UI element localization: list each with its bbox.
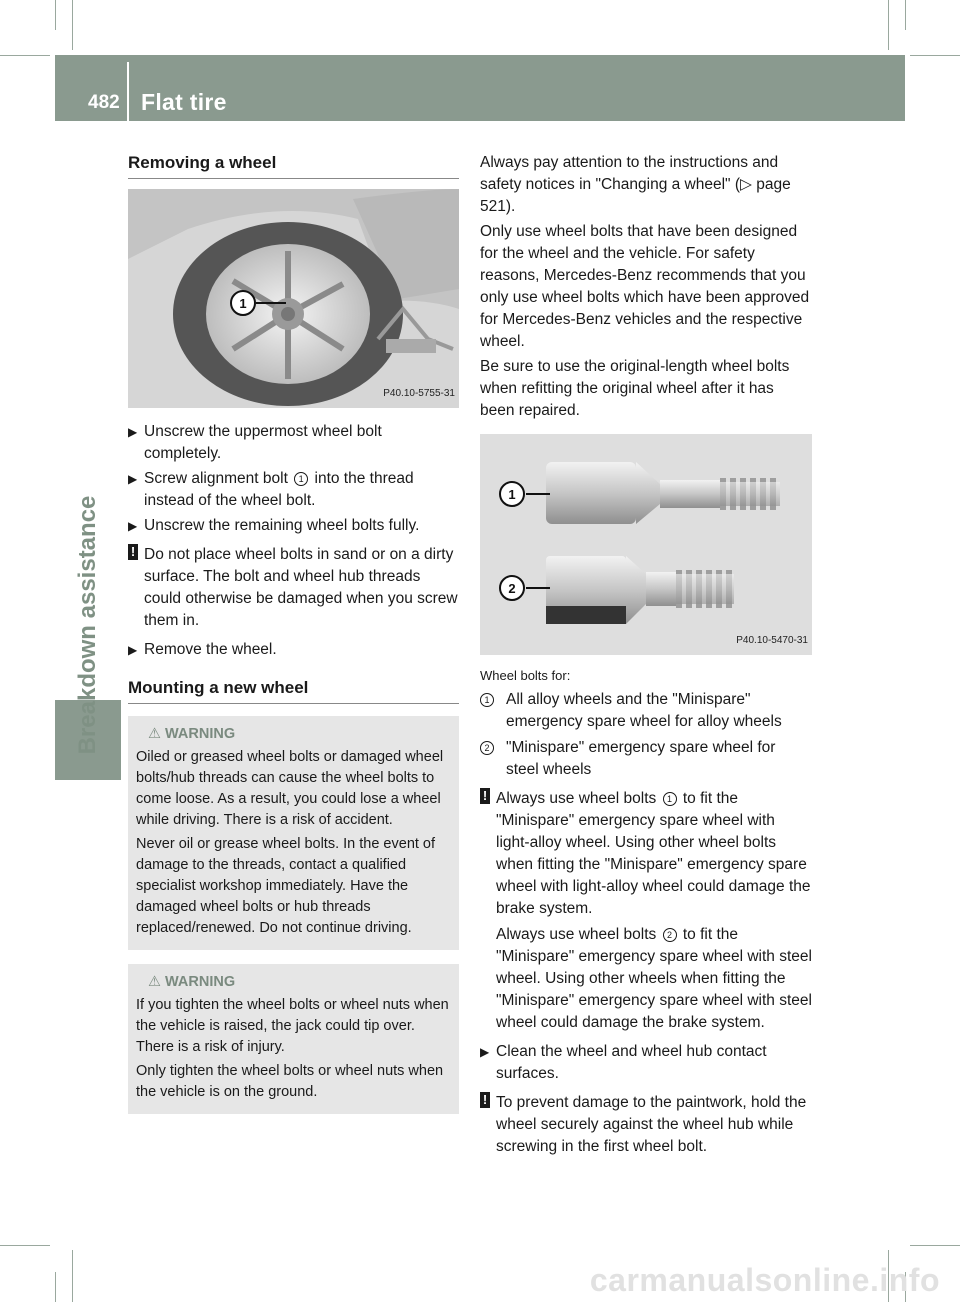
right-column xyxy=(480,152,812,1165)
step-arrow-icon: ▶ xyxy=(128,643,138,657)
crop-mark xyxy=(888,0,889,50)
page-ref-arrow-icon: ▷ xyxy=(740,176,757,193)
note-paintwork xyxy=(480,1092,812,1158)
exclamation-icon: ! xyxy=(480,1092,490,1108)
step-text-b: into the thread instead of the wheel bolt. xyxy=(144,470,414,509)
step-arrow-icon: ▶ xyxy=(128,425,138,439)
note-text-a: Always use wheel bolts xyxy=(496,790,657,807)
step-text: Clean the wheel and wheel hub contact surfaces. xyxy=(496,1043,767,1082)
step-unscrew-remaining xyxy=(128,515,459,537)
paragraph-text: ). xyxy=(505,198,516,215)
legend-text: "Minispare" emergency spare wheel for steel wheels xyxy=(506,739,776,778)
step-remove-wheel xyxy=(128,639,459,661)
step-text: Remove the wheel. xyxy=(144,641,277,658)
figure2-code: P40.10-5470-31 xyxy=(736,635,808,646)
crop-mark xyxy=(910,55,960,56)
removing-wheel-heading: Removing a wheel xyxy=(128,152,459,179)
bolts-illustration xyxy=(480,434,812,655)
warning-text: Never oil or grease wheel bolts. In the event of damage to the threads, contact a qualified specialist workshop immediately. Have the damaged wheel bolts or hub threads replaced/renewed. Do not continue driving. xyxy=(136,836,436,936)
note-minispare xyxy=(480,788,812,1034)
crop-mark xyxy=(72,1250,73,1302)
callout-1-icon: 1 xyxy=(480,693,494,707)
callout-1-icon: 1 xyxy=(663,792,677,806)
exclamation-icon: ! xyxy=(480,788,490,804)
exclamation-icon: ! xyxy=(128,544,138,560)
warning-title xyxy=(148,972,451,993)
warning-title xyxy=(148,724,451,745)
step-alignment-bolt xyxy=(128,468,459,512)
note-text-b: to fit the "Minispare" emergency spare wheel with light-alloy wheel. Using other wheel bolts when fitting the "Minispare" emergency spare wheel with light-alloy wheel could damage the brake system. xyxy=(496,790,811,917)
note-sand xyxy=(128,544,459,632)
crop-mark xyxy=(910,1245,960,1246)
figure-caption: Wheel bolts for: xyxy=(480,668,571,683)
wheel-illustration xyxy=(128,189,459,408)
figure2-callout-2: 2 xyxy=(508,581,516,596)
crop-mark xyxy=(55,0,56,30)
figure2-callout-1: 1 xyxy=(508,487,516,502)
header-divider xyxy=(127,62,129,124)
paragraph-instructions xyxy=(480,152,812,218)
step-text: Unscrew the uppermost wheel bolt completely. xyxy=(144,423,382,462)
warning-text: Oiled or greased wheel bolts or damaged wheel bolts/hub threads can cause the wheel bolts to come loose. As a result, you could lose a wheel while driving. There is a risk of accident. xyxy=(136,749,444,828)
page-number: 482 xyxy=(88,92,120,113)
step-arrow-icon: ▶ xyxy=(480,1045,490,1059)
step-arrow-icon: ▶ xyxy=(128,472,138,486)
crop-mark xyxy=(55,1272,56,1302)
paragraph-approved-bolts: Only use wheel bolts that have been designed for the wheel and the vehicle. For safety reasons, Mercedes-Benz recommends that you only use wheel bolts which have been approved for Mercedes-Benz vehicles and the respective wheel. xyxy=(480,223,810,350)
paragraph-original-length: Be sure to use the original-length wheel bolts when refitting the original wheel after it has been repaired. xyxy=(480,358,790,419)
watermark: carmanualsonline.info xyxy=(589,1262,940,1298)
legend-text: All alloy wheels and the "Minispare" emergency spare wheel for alloy wheels xyxy=(506,691,782,730)
warning-box-jack xyxy=(128,964,459,1114)
warning-triangle-icon: ⚠ xyxy=(148,726,161,742)
crop-mark xyxy=(0,55,50,56)
step-clean-hub xyxy=(480,1041,812,1085)
warning-text: If you tighten the wheel bolts or wheel nuts when the vehicle is raised, the jack could tip over. There is a risk of injury. xyxy=(136,997,449,1055)
step-arrow-icon: ▶ xyxy=(128,519,138,533)
left-column xyxy=(128,152,459,1114)
legend-item-2 xyxy=(480,737,812,781)
warning-title-text: WARNING xyxy=(165,974,236,990)
figure1-callout: 1 xyxy=(239,296,247,311)
step-text-a: Screw alignment bolt xyxy=(144,470,288,487)
legend-item-1 xyxy=(480,689,812,733)
crop-mark xyxy=(0,1245,50,1246)
callout-2-icon: 2 xyxy=(480,741,494,755)
note-text: To prevent damage to the paintwork, hold the wheel securely against the wheel hub while screwing in the first wheel bolt. xyxy=(496,1094,807,1155)
crop-mark xyxy=(72,0,73,50)
bolts-figure xyxy=(480,434,812,655)
side-tab-label: Breakdown assistance xyxy=(74,495,101,755)
mounting-wheel-heading: Mounting a new wheel xyxy=(128,677,459,704)
figure1-code: P40.10-5755-31 xyxy=(383,388,455,399)
callout-2-icon: 2 xyxy=(663,928,677,942)
warning-title-text: WARNING xyxy=(165,726,236,742)
note-text-a: Always use wheel bolts xyxy=(496,926,657,943)
warning-box-bolts xyxy=(128,716,459,950)
step-text: Unscrew the remaining wheel bolts fully. xyxy=(144,517,420,534)
crop-mark xyxy=(905,0,906,30)
wheel-figure xyxy=(128,189,459,408)
step-unscrew-top xyxy=(128,421,459,465)
note-text-b: to fit the "Minispare" emergency spare wheel with steel wheel. Using other wheels when fitting the "Minispare" emergency spare wheel with steel wheel could damage the brake system. xyxy=(496,926,812,1031)
warning-triangle-icon: ⚠ xyxy=(148,974,161,990)
warning-text: Only tighten the wheel bolts or wheel nuts when the vehicle is on the ground. xyxy=(136,1063,444,1100)
paragraph-text: Always pay attention to the instructions and safety notices in "Changing a wheel" ( xyxy=(480,154,779,193)
page-ref-link[interactable]: page 521 xyxy=(480,176,791,215)
callout-1-icon: 1 xyxy=(294,472,308,486)
note-text: Do not place wheel bolts in sand or on a dirty surface. The bolt and wheel hub threads could otherwise be damaged when you screw them in. xyxy=(144,546,458,629)
page-title: Flat tire xyxy=(141,89,227,115)
